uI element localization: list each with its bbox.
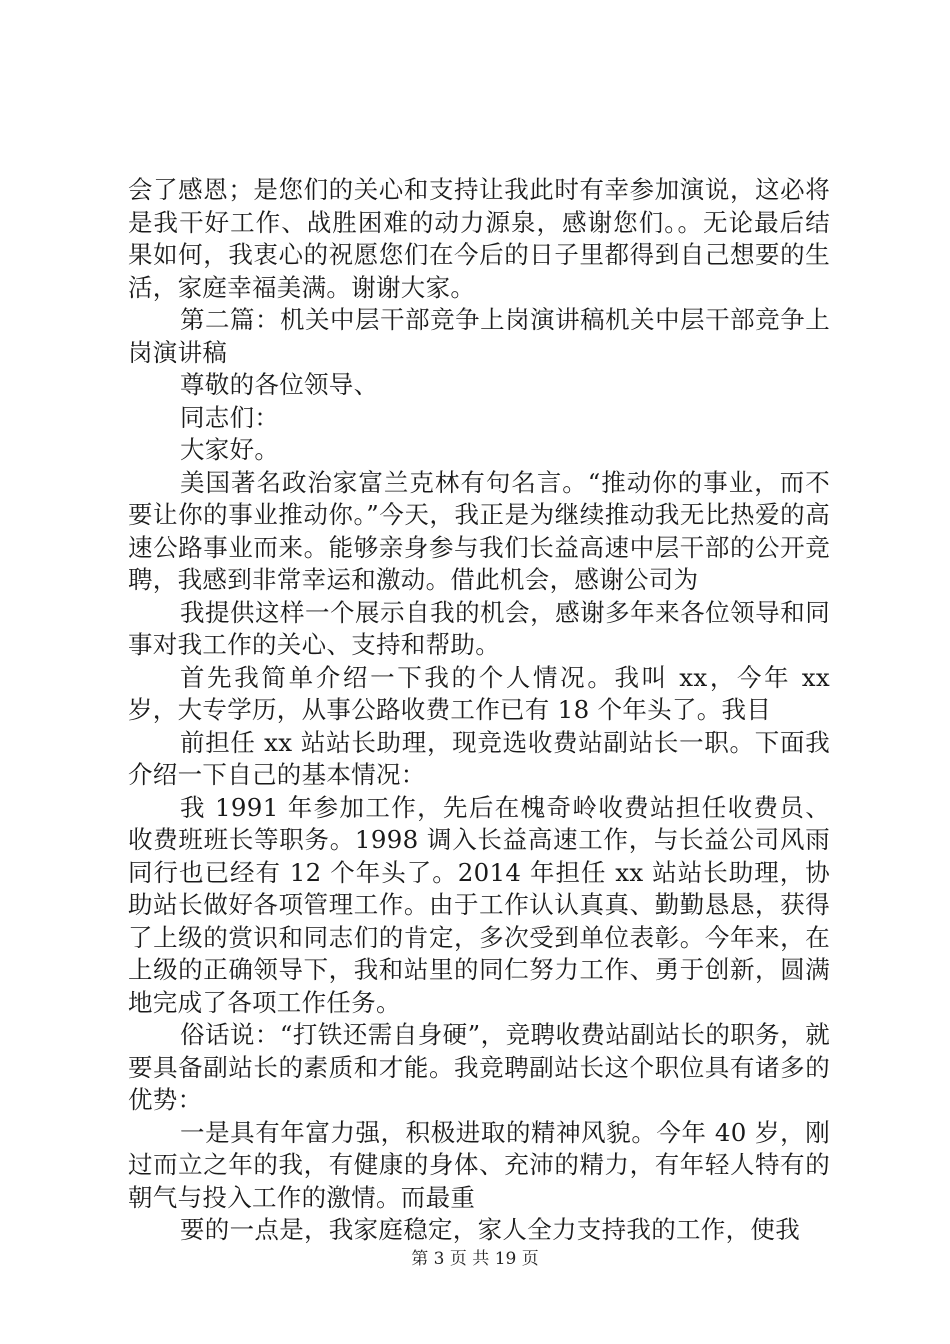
paragraph: 我 1991 年参加工作，先后在槐奇岭收费站担任收费员、收费班班长等职务。1998 调入长益高速工作，与长益公司风雨同行也已经有 12 个年头了。2014 年担任 xx 站站长助理，协助站长做好各项管理工作。由于工作认认真真、勤勤恳恳，获得了上级的赏识和同志们的肯定，多次受到单位表彰。今年来，在上级的正确领导下，我和站里的同仁努力工作、勇于创新，圆满地完成了各项工作任务。: [128, 792, 830, 1017]
paragraph: 要的一点是，我家庭稳定，家人全力支持我的工作，使我: [180, 1215, 800, 1244]
section-heading: 第二篇：机关中层干部竞争上岗演讲稿机关中层干部竞争上岗演讲稿: [128, 305, 830, 367]
salutation-line: 同志们：: [180, 402, 280, 432]
document-body: [128, 174, 830, 1247]
paragraph: 首先我简单介绍一下我的个人情况。我叫 xx，今年 xx 岁，大专学历，从事公路收费工作已有 18 个年头了。我目: [128, 662, 830, 724]
paragraph: 俗话说：“打铁还需自身硬”，竞聘收费站副站长的职务，就要具备副站长的素质和才能。我竞聘副站长这个职位具有诸多的优势：: [128, 1020, 830, 1114]
paragraph: 我提供这样一个展示自我的机会，感谢多年来各位领导和同事对我工作的关心、支持和帮助。: [128, 597, 830, 659]
paragraph: 一是具有年富力强，积极进取的精神风貌。今年 40 岁，刚过而立之年的我，有健康的身体、充沛的精力，有年轻人特有的朝气与投入工作的激情。而最重: [128, 1117, 830, 1212]
paragraph: 前担任 xx 站站长助理，现竞选收费站副站长一职。下面我介绍一下自己的基本情况：: [128, 727, 830, 789]
paragraph: 美国著名政治家富兰克林有句名言。“推动你的事业，而不要让你的事业推动你。”今天，我正是为继续推动我无比热爱的高速公路事业而来。能够亲身参与我们长益高速中层干部的公开竞聘，我感到非常幸运和激动。借此机会，感谢公司为: [128, 467, 830, 594]
paragraph: 会了感恩；是您们的关心和支持让我此时有幸参加演说，这必将是我干好工作、战胜困难的动力源泉，感谢您们。。无论最后结果如何，我衷心的祝愿您们在今后的日子里都得到自己想要的生活，家庭幸福美满。谢谢大家。: [128, 175, 830, 302]
page-footer: 第 3 页 共 19 页: [411, 1249, 539, 1269]
greeting-line: 大家好。: [180, 435, 280, 464]
salutation-line: 尊敬的各位领导、: [180, 370, 379, 399]
